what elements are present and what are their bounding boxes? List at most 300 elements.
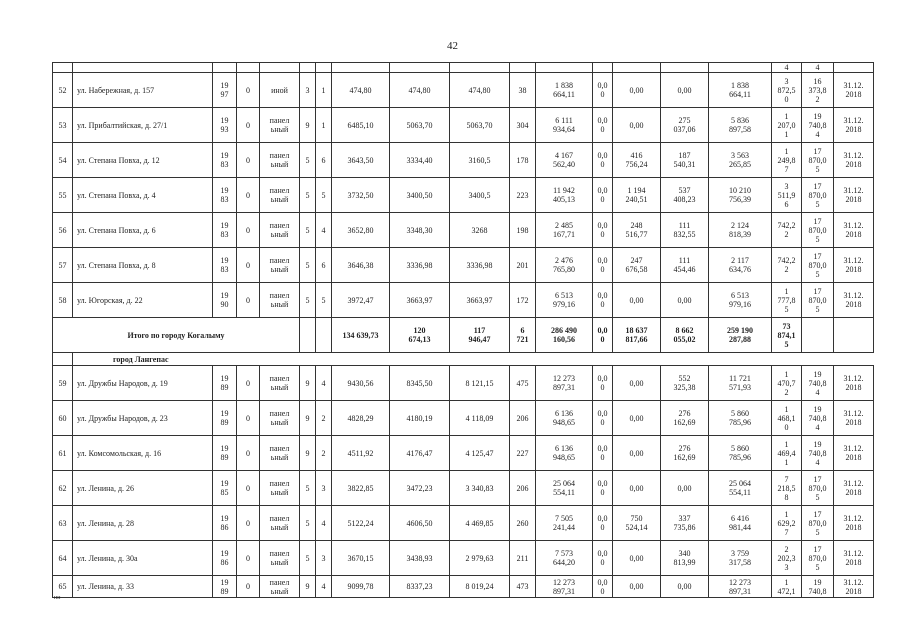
- cell-res: 304: [510, 108, 536, 143]
- total-cost: 286 490 160,56: [536, 318, 593, 353]
- cell-c6: 17 870,0 5: [802, 471, 834, 506]
- cell-cost: 2 485 167,71: [536, 213, 593, 248]
- cell-year: 19 97: [213, 73, 237, 108]
- cell-addr: ул. Ленина, д. 33: [73, 576, 213, 598]
- cell-a2: 3336,98: [390, 248, 450, 283]
- cell-c4: 5 860 785,96: [709, 436, 772, 471]
- cell-empty: [802, 318, 834, 353]
- cell-fl: 9: [300, 108, 316, 143]
- cell-c2: 248 516,77: [613, 213, 661, 248]
- cell-n: 52: [53, 73, 73, 108]
- cell-n: 61: [53, 436, 73, 471]
- cell-res: 260: [510, 506, 536, 541]
- cell-a2: 474,80: [390, 73, 450, 108]
- cell-year: 19 86: [213, 541, 237, 576]
- cell-c4: 2 124 818,39: [709, 213, 772, 248]
- table-row: [53, 506, 874, 541]
- cell-cost: 1 838 664,11: [536, 73, 593, 108]
- cell-mat: панел ьный: [260, 178, 300, 213]
- cell-c4: 10 210 756,39: [709, 178, 772, 213]
- table-row: [53, 143, 874, 178]
- cell-date: 31.12. 2018: [834, 213, 874, 248]
- cell-c6: 17 870,0 5: [802, 283, 834, 318]
- cell-fl: 9: [300, 576, 316, 598]
- cell-c2: 750 524,14: [613, 506, 661, 541]
- cell-c1: 0,0 0: [593, 401, 613, 436]
- cell-addr: ул. Степана Повха, д. 6: [73, 213, 213, 248]
- cell-year: 19 89: [213, 366, 237, 401]
- cell-c1: 0,0 0: [593, 576, 613, 598]
- cell-year: 19 89: [213, 576, 237, 598]
- cell-c4: 12 273 897,31: [709, 576, 772, 598]
- total-row: [53, 318, 874, 353]
- cell-a1: 4828,29: [332, 401, 390, 436]
- cell-c2: 0,00: [613, 366, 661, 401]
- cell-ent: 3: [316, 471, 332, 506]
- cell-ent: 4: [316, 366, 332, 401]
- cell-z: 0: [237, 471, 260, 506]
- table-row: [53, 283, 874, 318]
- cell-c3: 275 037,06: [661, 108, 709, 143]
- cell-res: 475: [510, 366, 536, 401]
- cell-n: 54: [53, 143, 73, 178]
- cell-a1: 3643,50: [332, 143, 390, 178]
- cell-ent: 1: [316, 108, 332, 143]
- cell-n: 55: [53, 178, 73, 213]
- cell-c3: 276 162,69: [661, 401, 709, 436]
- cell-year: 19 89: [213, 401, 237, 436]
- cell-a1: 6485,10: [332, 108, 390, 143]
- cell-a3: 4 469,85: [450, 506, 510, 541]
- page-number: 42: [447, 40, 458, 52]
- cell-z: 0: [237, 178, 260, 213]
- cell-res: 172: [510, 283, 536, 318]
- cell-cost: 12 273 897,31: [536, 366, 593, 401]
- total-a3: 117 946,47: [450, 318, 510, 353]
- cell-c1: 0,0 0: [593, 366, 613, 401]
- cell-c2: 0,00: [613, 401, 661, 436]
- cell-z: 0: [237, 506, 260, 541]
- cell-a3: 3 340,83: [450, 471, 510, 506]
- cell-cost: 25 064 554,11: [536, 471, 593, 506]
- cell-date: 31.12. 2018: [834, 436, 874, 471]
- cell-fl: 9: [300, 401, 316, 436]
- cell-year: 19 85: [213, 471, 237, 506]
- cell-res: 38: [510, 73, 536, 108]
- cell-c4: 3 563 265,85: [709, 143, 772, 178]
- total-c2: 18 637 817,66: [613, 318, 661, 353]
- cell-c4: 6 416 981,44: [709, 506, 772, 541]
- continuation-row: [53, 63, 874, 73]
- cell-res: 227: [510, 436, 536, 471]
- cell-cost: 7 505 241,44: [536, 506, 593, 541]
- cell-c5: 3 872,5 0: [772, 73, 802, 108]
- cell-n: 63: [53, 506, 73, 541]
- cell-a1: 4511,92: [332, 436, 390, 471]
- cell-ent: 2: [316, 436, 332, 471]
- table-row: [53, 541, 874, 576]
- cell-date: 31.12. 2018: [834, 471, 874, 506]
- cell-z: 0: [237, 576, 260, 598]
- table-row: [53, 178, 874, 213]
- cell-c2: 0,00: [613, 471, 661, 506]
- cell-z: 0: [237, 73, 260, 108]
- cell-c3: 552 325,38: [661, 366, 709, 401]
- cell-c5: 2 202,3 3: [772, 541, 802, 576]
- total-c5: 73 874,1 5: [772, 318, 802, 353]
- cell-c1: 0,0 0: [593, 143, 613, 178]
- cell-date: 31.12. 2018: [834, 576, 874, 598]
- cell-a3: 8 121,15: [450, 366, 510, 401]
- total-a1: 134 639,73: [332, 318, 390, 353]
- cell-c5: 1 468,1 0: [772, 401, 802, 436]
- cell-fl: 5: [300, 471, 316, 506]
- cell-c3: 0,00: [661, 576, 709, 598]
- cell-date: 31.12. 2018: [834, 143, 874, 178]
- cell-c2: 0,00: [613, 436, 661, 471]
- cell-c1: 0,0 0: [593, 436, 613, 471]
- cell-c5: 1 777,8 5: [772, 283, 802, 318]
- cell-fl: 9: [300, 366, 316, 401]
- table-row: [53, 248, 874, 283]
- cell-c3: 0,00: [661, 283, 709, 318]
- cell-c3: 537 408,23: [661, 178, 709, 213]
- cell-mat: панел ьный: [260, 471, 300, 506]
- cell-a2: 3663,97: [390, 283, 450, 318]
- cell-year: 19 93: [213, 108, 237, 143]
- cell-ent: 1: [316, 73, 332, 108]
- cell-c4: 11 721 571,93: [709, 366, 772, 401]
- cell-c1: 0,0 0: [593, 283, 613, 318]
- cell-date: 31.12. 2018: [834, 366, 874, 401]
- cell-c2: 0,00: [613, 283, 661, 318]
- city-name: город Лангепас: [73, 353, 874, 366]
- cell-empty: [53, 353, 73, 366]
- cell-c1: 0,0 0: [593, 73, 613, 108]
- cell-n: 65: [53, 576, 73, 598]
- cell-c5: 3 511,9 6: [772, 178, 802, 213]
- cell-a2: 4176,47: [390, 436, 450, 471]
- cell-n: 53: [53, 108, 73, 143]
- cell-n: 62: [53, 471, 73, 506]
- cell-c5: 1 249,8 7: [772, 143, 802, 178]
- cell-res: 473: [510, 576, 536, 598]
- cell-a1: 9099,78: [332, 576, 390, 598]
- cell-date: 31.12. 2018: [834, 401, 874, 436]
- cell-a2: 4606,50: [390, 506, 450, 541]
- cell-mat: панел ьный: [260, 366, 300, 401]
- cell-date: 31.12. 2018: [834, 248, 874, 283]
- cell-c2: 0,00: [613, 73, 661, 108]
- cell-c3: 276 162,69: [661, 436, 709, 471]
- cell-c6: 17 870,0 5: [802, 506, 834, 541]
- cell-fl: 5: [300, 143, 316, 178]
- cell-year: 19 83: [213, 143, 237, 178]
- cell-c1: 0,0 0: [593, 178, 613, 213]
- cell-c4: 6 513 979,16: [709, 283, 772, 318]
- cell-a1: 3822,85: [332, 471, 390, 506]
- cell-c1: 0,0 0: [593, 541, 613, 576]
- cell-cost: 11 942 405,13: [536, 178, 593, 213]
- total-a2: 120 674,13: [390, 318, 450, 353]
- cell-c3: 111 832,55: [661, 213, 709, 248]
- housing-table: [52, 62, 874, 598]
- total-c3: 8 662 055,02: [661, 318, 709, 353]
- cell-ent: 6: [316, 248, 332, 283]
- cell-a2: 8345,50: [390, 366, 450, 401]
- table-row: [53, 213, 874, 248]
- cell-c2: 0,00: [613, 541, 661, 576]
- cell-cost: 2 476 765,80: [536, 248, 593, 283]
- cell-a1: 3646,38: [332, 248, 390, 283]
- cell-cost: 7 573 644,20: [536, 541, 593, 576]
- cell-n: 57: [53, 248, 73, 283]
- cell-a3: 2 979,63: [450, 541, 510, 576]
- cell-ent: 4: [316, 506, 332, 541]
- cell-a2: 3400,50: [390, 178, 450, 213]
- cell-c4: 1 838 664,11: [709, 73, 772, 108]
- cell-year: 19 83: [213, 213, 237, 248]
- cell-a1: 3972,47: [332, 283, 390, 318]
- cell-c4: 2 117 634,76: [709, 248, 772, 283]
- cell-year: 19 83: [213, 178, 237, 213]
- total-res: 6 721: [510, 318, 536, 353]
- cell-c3: 0,00: [661, 73, 709, 108]
- cell-fl: 5: [300, 213, 316, 248]
- table-row: [53, 73, 874, 108]
- cell-date: 31.12. 2018: [834, 73, 874, 108]
- cell-fl: 5: [300, 178, 316, 213]
- cell-c6: 19 740,8 4: [802, 108, 834, 143]
- cell-date: 31.12. 2018: [834, 178, 874, 213]
- cell-a3: 3336,98: [450, 248, 510, 283]
- cell-a3: 3663,97: [450, 283, 510, 318]
- cell-c6: 17 870,0 5: [802, 213, 834, 248]
- cell-res: 201: [510, 248, 536, 283]
- cell-c5: 742,2 2: [772, 213, 802, 248]
- table-row: [53, 436, 874, 471]
- cell-c6: 17 870,0 5: [802, 248, 834, 283]
- cell-year: 19 90: [213, 283, 237, 318]
- cell-c4: 25 064 554,11: [709, 471, 772, 506]
- cell-c2: 1 194 240,51: [613, 178, 661, 213]
- cell-c3: 0,00: [661, 471, 709, 506]
- cell-fl: 5: [300, 506, 316, 541]
- cell-fl: 3: [300, 73, 316, 108]
- cell-ent: 6: [316, 143, 332, 178]
- cell-cost: 12 273 897,31: [536, 576, 593, 598]
- cell-addr: ул. Степана Повха, д. 8: [73, 248, 213, 283]
- cell-a2: 3334,40: [390, 143, 450, 178]
- cell-addr: ул. Ленина, д. 28: [73, 506, 213, 541]
- cell-a1: 474,80: [332, 73, 390, 108]
- cell-a1: 3652,80: [332, 213, 390, 248]
- cell-z: 0: [237, 283, 260, 318]
- cell-mat: панел ьный: [260, 506, 300, 541]
- cell-res: 206: [510, 401, 536, 436]
- cell-ent: 3: [316, 541, 332, 576]
- cell-z: 0: [237, 401, 260, 436]
- cell-c2: 247 676,58: [613, 248, 661, 283]
- cell-res: 178: [510, 143, 536, 178]
- cell-ent: 4: [316, 576, 332, 598]
- cell-mat: панел ьный: [260, 108, 300, 143]
- cell-z: 0: [237, 248, 260, 283]
- cell-cost: 6 111 934,64: [536, 108, 593, 143]
- cell-c5: 1 629,2 7: [772, 506, 802, 541]
- cell-a2: 4180,19: [390, 401, 450, 436]
- cell-mat: панел ьный: [260, 401, 300, 436]
- cell-c6: 19 740,8: [802, 576, 834, 598]
- cell-date: 31.12. 2018: [834, 506, 874, 541]
- cell-a3: 5063,70: [450, 108, 510, 143]
- cell-mat: панел ьный: [260, 436, 300, 471]
- cell-fl: 5: [300, 248, 316, 283]
- cell-c3: 187 540,31: [661, 143, 709, 178]
- cell-empty: [834, 318, 874, 353]
- cell-addr: ул. Степана Повха, д. 12: [73, 143, 213, 178]
- cell-c4: 3 759 317,58: [709, 541, 772, 576]
- total-c4: 259 190 287,88: [709, 318, 772, 353]
- cell-addr: ул. Прибалтийская, д. 27/1: [73, 108, 213, 143]
- cell-c5: 1 470,7 2: [772, 366, 802, 401]
- cell-a3: 3268: [450, 213, 510, 248]
- cell-c5: 742,2 2: [772, 248, 802, 283]
- cell-c1: 0,0 0: [593, 506, 613, 541]
- cell-z: 0: [237, 108, 260, 143]
- cell-addr: ул. Ленина, д. 30а: [73, 541, 213, 576]
- cell-a2: 5063,70: [390, 108, 450, 143]
- cell-c3: 337 735,86: [661, 506, 709, 541]
- cell-fl: 5: [300, 541, 316, 576]
- table-row: [53, 471, 874, 506]
- table-row: [53, 366, 874, 401]
- cell-ent: 5: [316, 283, 332, 318]
- cell-z: 0: [237, 366, 260, 401]
- cell-continuation-2: 4: [802, 63, 834, 73]
- cell-cost: 4 167 562,40: [536, 143, 593, 178]
- cell-a1: 3670,15: [332, 541, 390, 576]
- cell-z: 0: [237, 213, 260, 248]
- cell-z: 0: [237, 541, 260, 576]
- cell-res: 211: [510, 541, 536, 576]
- cell-n: 60: [53, 401, 73, 436]
- cell-a3: 4 125,47: [450, 436, 510, 471]
- cell-cost: 6 136 948,65: [536, 436, 593, 471]
- cell-date: 31.12. 2018: [834, 283, 874, 318]
- cell-continuation-1: 4: [772, 63, 802, 73]
- cell-c6: 19 740,8 4: [802, 401, 834, 436]
- cell-c2: 0,00: [613, 108, 661, 143]
- cell-a1: 5122,24: [332, 506, 390, 541]
- cell-c5: 1 207,0 1: [772, 108, 802, 143]
- cell-ent: 4: [316, 213, 332, 248]
- cell-n: 58: [53, 283, 73, 318]
- cell-a3: 8 019,24: [450, 576, 510, 598]
- cell-c3: 111 454,46: [661, 248, 709, 283]
- cell-ent: 5: [316, 178, 332, 213]
- cell-a2: 3438,93: [390, 541, 450, 576]
- cell-c3: 340 813,99: [661, 541, 709, 576]
- cell-addr: ул. Дружбы Народов, д. 19: [73, 366, 213, 401]
- cell-empty: [300, 318, 316, 353]
- cell-c6: 16 373,8 2: [802, 73, 834, 108]
- cell-date: 31.12. 2018: [834, 108, 874, 143]
- total-label: Итого по городу Когалыму: [53, 318, 300, 353]
- cell-c1: 0,0 0: [593, 248, 613, 283]
- cell-n: 56: [53, 213, 73, 248]
- cell-addr: ул. Комсомольская, д. 16: [73, 436, 213, 471]
- cell-a2: 8337,23: [390, 576, 450, 598]
- cell-addr: ул. Ленина, д. 26: [73, 471, 213, 506]
- cell-c5: 1 472,1: [772, 576, 802, 598]
- table-row: [53, 401, 874, 436]
- cell-c1: 0,0 0: [593, 471, 613, 506]
- cell-c6: 19 740,8 4: [802, 436, 834, 471]
- cell-addr: ул. Дружбы Народов, д. 23: [73, 401, 213, 436]
- cell-mat: панел ьный: [260, 213, 300, 248]
- cell-c2: 416 756,24: [613, 143, 661, 178]
- cell-n: 64: [53, 541, 73, 576]
- cell-c6: 17 870,0 5: [802, 178, 834, 213]
- cell-c2: 0,00: [613, 576, 661, 598]
- cell-mat: иной: [260, 73, 300, 108]
- cell-a3: 3400,5: [450, 178, 510, 213]
- cell-a2: 3348,30: [390, 213, 450, 248]
- cell-a3: 3160,5: [450, 143, 510, 178]
- table-row: [53, 576, 874, 598]
- cell-a1: 3732,50: [332, 178, 390, 213]
- cell-year: 19 86: [213, 506, 237, 541]
- cell-res: 223: [510, 178, 536, 213]
- table-row: [53, 108, 874, 143]
- cell-addr: ул. Югорская, д. 22: [73, 283, 213, 318]
- cell-c6: 17 870,0 5: [802, 541, 834, 576]
- cell-fl: 5: [300, 283, 316, 318]
- cell-c4: 5 860 785,96: [709, 401, 772, 436]
- cell-n: 59: [53, 366, 73, 401]
- cell-mat: панел ьный: [260, 248, 300, 283]
- cell-year: 19 89: [213, 436, 237, 471]
- cell-c5: 1 469,4 1: [772, 436, 802, 471]
- total-c1: 0,0 0: [593, 318, 613, 353]
- cell-mat: панел ьный: [260, 576, 300, 598]
- cell-c1: 0,0 0: [593, 213, 613, 248]
- cell-year: 19 83: [213, 248, 237, 283]
- cell-z: 0: [237, 143, 260, 178]
- cell-res: 198: [510, 213, 536, 248]
- cell-mat: панел ьный: [260, 541, 300, 576]
- cell-cost: 6 513 979,16: [536, 283, 593, 318]
- cell-date: 31.12. 2018: [834, 541, 874, 576]
- cell-fl: 9: [300, 436, 316, 471]
- cell-c6: 17 870,0 5: [802, 143, 834, 178]
- cell-cost: 6 136 948,65: [536, 401, 593, 436]
- cell-c6: 19 740,8 4: [802, 366, 834, 401]
- cell-a2: 3472,23: [390, 471, 450, 506]
- cell-res: 206: [510, 471, 536, 506]
- cell-z: 0: [237, 436, 260, 471]
- cell-c5: 7 218,5 8: [772, 471, 802, 506]
- cell-a1: 9430,56: [332, 366, 390, 401]
- cell-mat: панел ьный: [260, 143, 300, 178]
- cell-addr: ул. Набережная, д. 157: [73, 73, 213, 108]
- footer-mark: нн: [54, 595, 61, 601]
- city-header-row: [53, 353, 874, 366]
- cell-c1: 0,0 0: [593, 108, 613, 143]
- cell-c4: 5 836 897,58: [709, 108, 772, 143]
- cell-a3: 474,80: [450, 73, 510, 108]
